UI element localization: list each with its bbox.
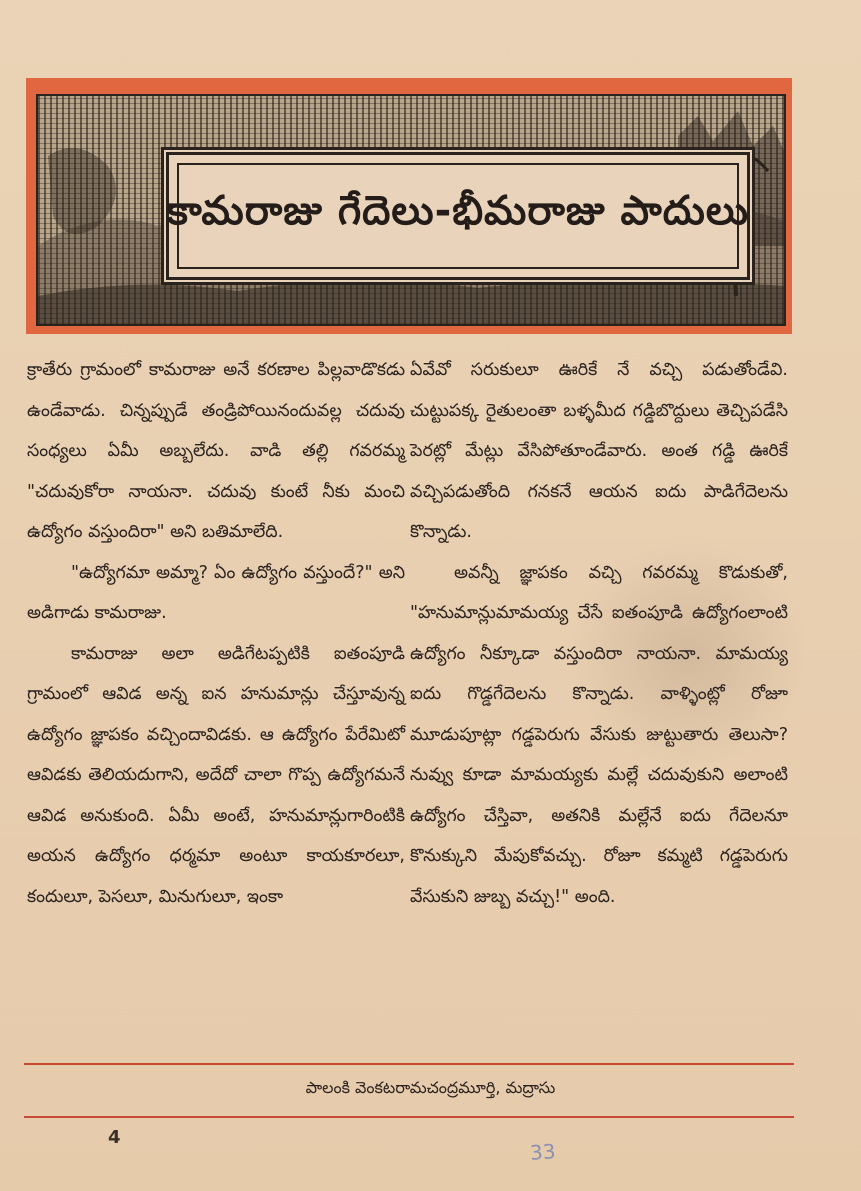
paragraph-1: క్రాతేరు గ్రామంలో కామరాజు అనే కరణాల పిల్లవాడొకడు ఉండేవాడు. చిన్నప్పుడే తండ్రిపోయినందువల్ల చదువు సంధ్యలు ఏమీ అబ్బలేదు. వాడి తల్లి గవరమ్మ "చదువుకోరా నాయనా. చదువు కుంటే నీకు మంచి ఉద్యోగం వస్తుందిరా" అని బతిమాలేది. bbox=[27, 360, 405, 542]
handwritten-stamp: 33 bbox=[529, 1139, 557, 1165]
story-title: కామరాజు గేదెలు-భీమరాజు పాదులు bbox=[166, 188, 750, 234]
page-number: 4 bbox=[108, 1127, 121, 1148]
author-credit: పాలంకి వెంకటరామచంద్రమూర్తి, మద్రాసు bbox=[305, 1078, 556, 1097]
paragraph-2: "ఉద్యోగమా అమ్మా? ఏం ఉద్యోగం వస్తుందే?" అని అడిగాడు కామరాజు. bbox=[27, 562, 405, 623]
paragraph-5: అవన్నీ జ్ఞాపకం వచ్చి గవరమ్మ కొడుకుతో, "హనుమాన్లుమామయ్య చేసే ఐతంపూడి ఉద్యోగంలాంటి ఉద్యోగం నీక్కూడా వస్తుందిరా నాయనా. మామయ్య ఐదు గొడ్డగేదెలను కొన్నాడు. వాళ్ళింట్లో రోజూ మూడుపూట్లా గడ్డపెరుగు వేసుకు జుట్టుతారు తెలుసా? నువ్వు కూడా మామయ్యకు మల్లే చదువుకుని అలాంటి ఉద్యోగం చేస్తివా, అతనికి మల్లేనే ఐదు గేదెలనూ కొనుక్కుని మేపుకోవచ్చు. రోజూ కమ్మటి గడ్డపెరుగు వేసుకుని జుబ్బ వచ్చు!" అంది. bbox=[410, 562, 788, 907]
title-frame bbox=[166, 163, 750, 269]
title-banner bbox=[26, 78, 792, 334]
left-column bbox=[27, 350, 405, 917]
footer-rule-bottom bbox=[24, 1116, 794, 1118]
title-box bbox=[166, 152, 750, 280]
paragraph-3: కామరాజు అలా అడిగేటప్పటికి ఐతంపూడి గ్రామంలో ఆవిడ అన్న ఐన హనుమాన్లు చేస్తూవున్న ఉద్యోగం జ్ఞాపకం వచ్చిందావిడకు. ఆ ఉద్యోగం పేరేమిటో ఆవిడకు తెలియదుగాని, అదేదో చాలా గొప్ప ఉద్యోగమనే ఆవిడ అనుకుంది. ఏమీ అంటే, హనుమాన్లుగారింటికి అయన ఉద్యోగం ధర్మమా అంటూ కాయకూరలూ, కందులూ, పెసలూ, మినుగులూ, ఇంకా bbox=[27, 643, 405, 907]
paragraph-4: ఏవేవో సరుకులూ ఊరికే నే వచ్చి పడుతోండేవి. చుట్టుపక్క రైతులంతా బళ్ళమీద గడ్డిబొద్దులు తెచ్చిపడేసి పెరట్లో మేట్లు వేసిపోతూండేవారు. అంత గడ్డి ఊరికే వచ్చిపడుతోంది గనకనే ఆయన ఐదు పాడిగేదెలను కొన్నాడు. bbox=[410, 360, 788, 542]
right-column bbox=[410, 350, 788, 917]
banner-illustration bbox=[36, 94, 786, 326]
footer-rule-top bbox=[24, 1063, 794, 1065]
